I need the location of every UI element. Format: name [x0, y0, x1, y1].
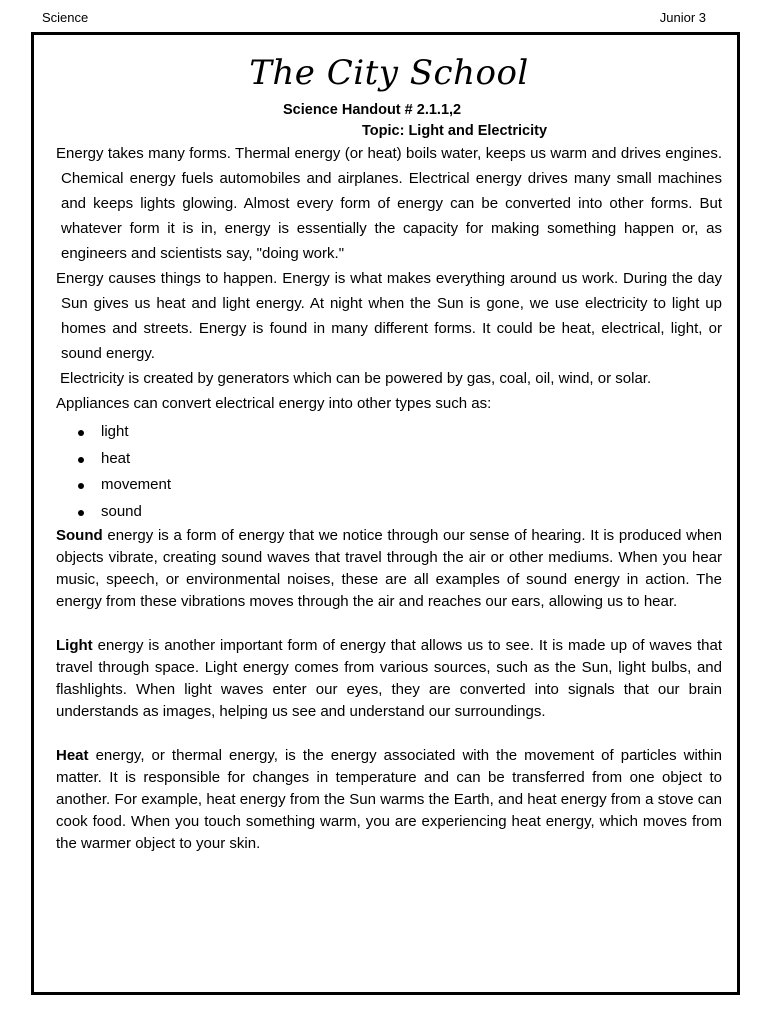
section-light: [56, 635, 722, 723]
paragraph-energy-causes: Energy causes things to happen. Energy is what makes everything around us work. During the day Sun gives us heat and light energy. At night when the Sun is gone, we use electricity to light up homes and streets. Energy is found in many different forms. It could be heat, electrical, light, or sound energy.: [56, 270, 722, 362]
paragraph-energy-forms: Energy takes many forms. Thermal energy (or heat) boils water, keeps us warm and drives engines. Chemical energy fuels automobiles and airplanes. Electrical energy drives many small machines and keeps lights glowing. Almost every form of energy can be converted into other forms. But whatever form it is in, energy is essentially the capacity for making something happen or, as engineers and scientists say, "doing work.": [56, 145, 722, 262]
list-item-label: sound: [101, 502, 142, 520]
list-item: [56, 419, 722, 446]
list-item: [56, 472, 722, 499]
section-heat: [56, 745, 722, 855]
subject-label: Science: [42, 10, 89, 25]
section-text: energy, or thermal energy, is the energy associated with the movement of particles within matter. It is responsible for changes in temperature and can be transferred from one object to another. For example, heat energy from the Sun warms the Earth, and heat energy from a stove can cook food. When you touch something warm, you are experiencing heat energy, which moves from the warmer object to your skin.: [56, 747, 722, 852]
section-term: Light: [56, 637, 93, 654]
bullet-icon: [78, 483, 84, 489]
list-item: [56, 446, 722, 473]
list-item-label: movement: [101, 476, 172, 493]
paragraph-appliances: Appliances can convert electrical energy into other types such as:: [56, 395, 492, 412]
handout-topic: Topic: Light and Electricity: [362, 123, 548, 139]
bullet-icon: [78, 510, 84, 516]
section-sound: [56, 525, 722, 613]
handout-content: [56, 35, 722, 855]
bullet-icon: [78, 457, 84, 463]
school-title: The City School: [249, 53, 529, 93]
grade-label: Junior 3: [659, 10, 706, 25]
energy-types-list: [56, 419, 722, 525]
paragraph-electricity: Electricity is created by generators which can be powered by gas, coal, oil, wind, or solar.: [60, 370, 652, 387]
list-item-label: heat: [101, 449, 131, 467]
page-border: [31, 32, 740, 995]
bullet-icon: [78, 430, 84, 436]
page-header: [42, 10, 706, 28]
section-term: Sound: [56, 527, 103, 544]
section-text: energy is another important form of energy that allows us to see. It is made up of waves that travel through space. Light energy comes from various sources, such as the Sun, light bulbs, and flashlights. When light waves enter our eyes, they are converted into signals that our brain understands as images, helping us see and understand our surroundings.: [56, 637, 722, 720]
list-item-label: light: [101, 423, 129, 440]
list-item: [56, 499, 722, 526]
section-term: Heat: [56, 747, 89, 764]
section-text: energy is a form of energy that we notice through our sense of hearing. It is produced when objects vibrate, creating sound waves that travel through the air or other mediums. When you hear music, speech, or environmental noises, these are all examples of sound energy in action. The energy from these vibrations moves through the air and reaches our ears, allowing us to hear.: [56, 527, 722, 610]
handout-number: Science Handout # 2.1.1,2: [283, 102, 462, 118]
